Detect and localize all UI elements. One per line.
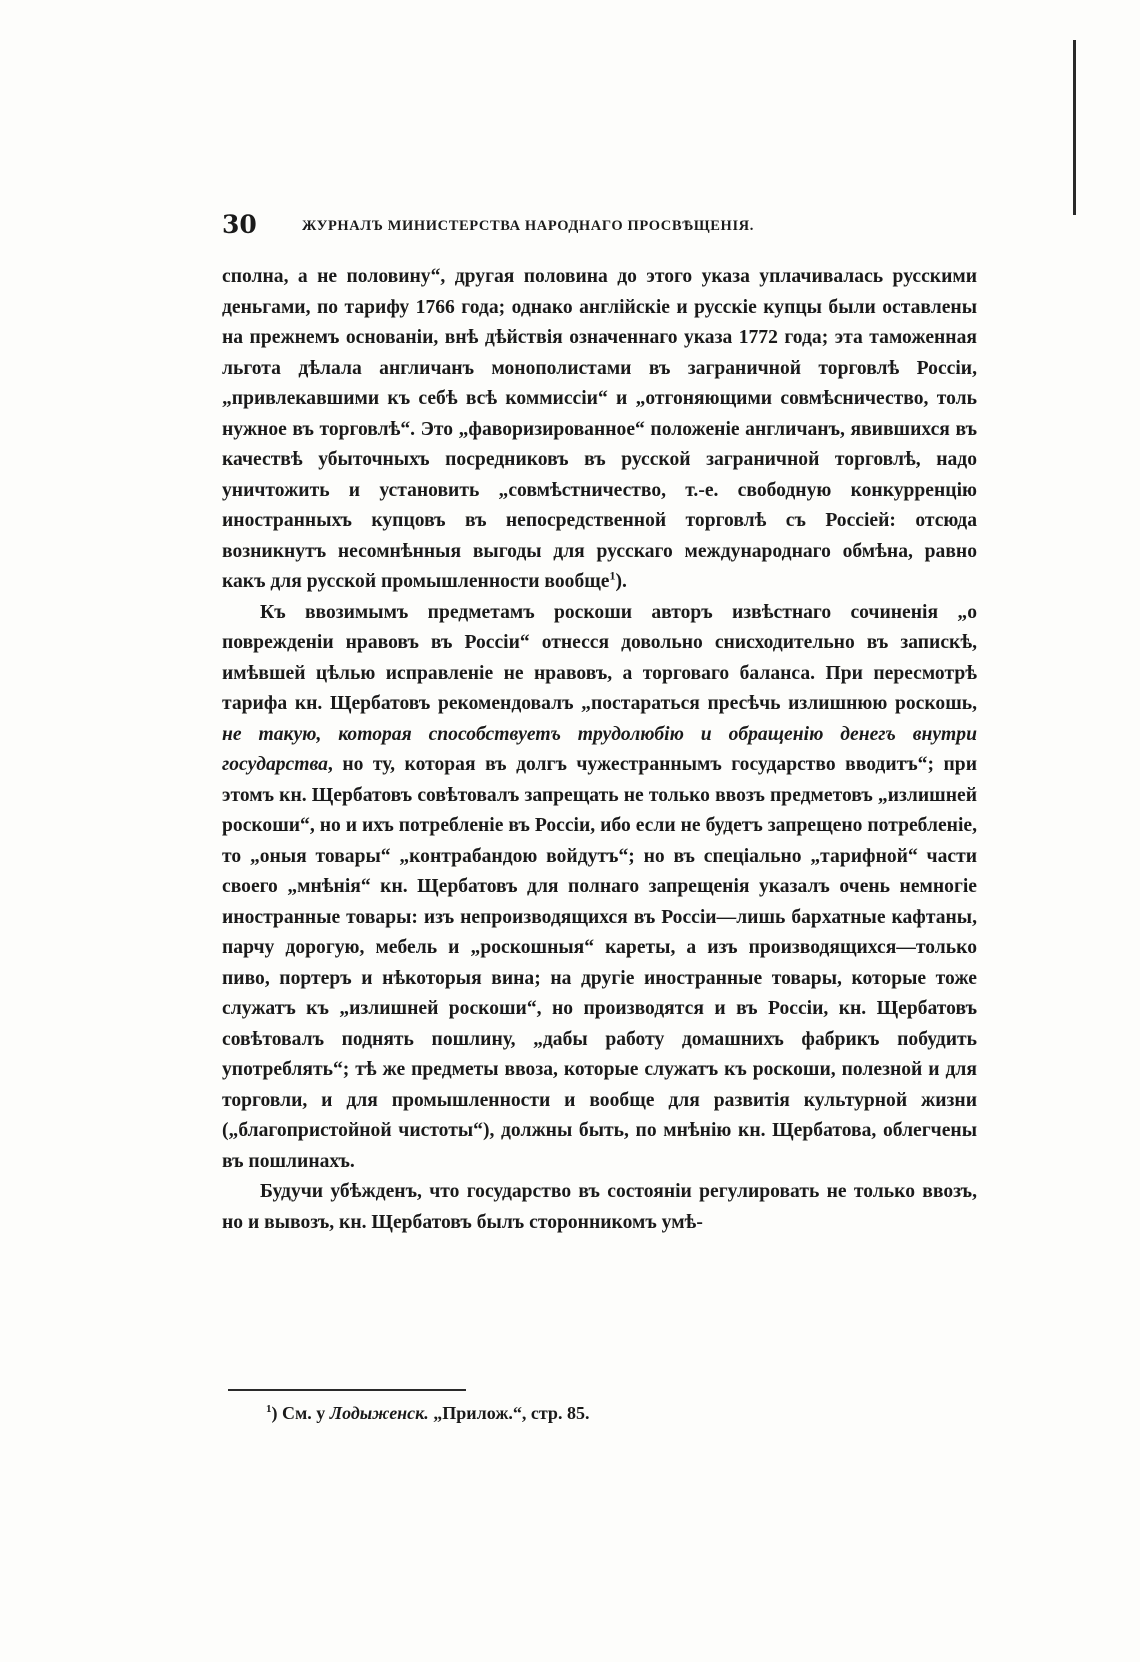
running-title: ЖУРНАЛЪ МИНИСТЕРСТВА НАРОДНАГО ПРОСВѢЩЕНІЯ.	[302, 218, 754, 234]
scan-edge-mark	[1073, 40, 1076, 215]
footnote-divider	[228, 1389, 466, 1391]
page-header	[222, 210, 982, 250]
footnote-author: Лодыженск.	[329, 1403, 429, 1423]
body-text	[222, 262, 977, 1238]
footnote-prefix: ) См. у	[271, 1403, 330, 1423]
footnote-mark: 1	[266, 1403, 272, 1415]
footnote	[266, 1403, 589, 1424]
footnote-suffix: „Прилож.“, стр. 85.	[428, 1403, 590, 1423]
paragraph-2-text-end: , но ту, которая въ долгъ чужестраннымъ государство вводитъ“; при этомъ кн. Щербатовъ совѣтовалъ запрещать не только ввозъ предметовъ „излишней роскоши“, но и ихъ потребленіе въ Россіи, ибо если не будетъ запрещено потребленіе, то „оныя товары“ „контрабандою войдутъ“; но въ спеціально „тарифной“ части своего „мнѣнія“ кн. Щербатовъ для полнаго запрещенія указалъ очень немногіе иностранные товары: изъ непроизводящихся въ Россіи—лишь бархатные кафтаны, парчу дорогую, мебель и „роскошныя“ кареты, а изъ производящихся—только пиво, портеръ и нѣкоторыя вина; на другіе иностранные товары, которые тоже служатъ къ „излишней роскоши“, но производятся и въ Россіи, кн. Щербатовъ совѣтовалъ поднять пошлину, „дабы работу домашнихъ фабрикъ побудить употреблять“; тѣ же предметы ввоза, которые служатъ къ роскоши, полезной и для торговли, и для промышленности и вообще для развитія культурной жизни („благопристойной чистоты“), должны быть, по мнѣнію кн. Щербатова, облегчены въ пошлинахъ.	[222, 754, 977, 1172]
paragraph-3-text: Будучи убѣжденъ, что государство въ состояніи регулировать не только ввозъ, но и вывозъ, кн. Щербатовъ былъ сторонникомъ умѣ-	[222, 1181, 977, 1233]
paragraph-1-end: ).	[615, 571, 627, 592]
footnote-reference: 1	[609, 568, 616, 583]
page-number: 30	[222, 210, 257, 239]
paragraph-2-italic-quote: не такую, которая способствуетъ трудолюбію и обращенію денегъ внутри государства	[222, 723, 977, 775]
paragraph-1	[222, 262, 977, 598]
paragraph-3	[222, 1177, 977, 1238]
paragraph-2-text-start: Къ ввозимымъ предметамъ роскоши авторъ извѣстнаго сочиненія „о поврежденіи нравовъ въ Россіи“ отнесся довольно снисходительно въ запискѣ, имѣвшей цѣлью исправленіе не нравовъ, а торговаго баланса. При пересмотрѣ тарифа кн. Щербатовъ рекомендовалъ „постараться пресѣчь излишнюю роскошь,	[222, 601, 977, 714]
paragraph-1-text: сполна, а не половину“, другая половина до этого указа уплачивалась русскими деньгами, по тарифу 1766 года; однако англійскіе и русскіе купцы были оставлены на прежнемъ основаніи, внѣ дѣйствія означеннаго указа 1772 года; эта таможенная льгота дѣлала англичанъ монополистами въ заграничной торговлѣ Россіи, „привлекавшими къ себѣ всѣ коммиссіи“ и „отгоняющими совмѣсничество, толь нужное въ торговлѣ“. Это „фаворизированное“ положеніе англичанъ, явившихся въ качествѣ убыточныхъ посредниковъ въ русской заграничной торговлѣ, надо уничтожить и установить „совмѣстничество, т.-е. свободную конкурренцію иностранныхъ купцовъ въ непосредственной торговлѣ съ Россіей: отсюда возникнутъ несомнѣнныя выгоды для русскаго международнаго обмѣна, равно какъ для русской промышленности вообще	[222, 266, 977, 592]
paragraph-2	[222, 598, 977, 1178]
